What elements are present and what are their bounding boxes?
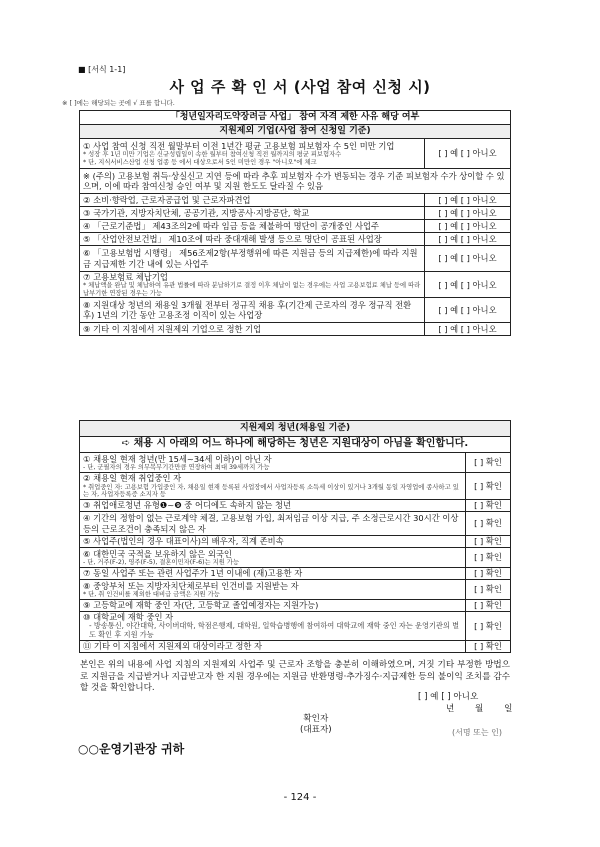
youth-criterion-cell xyxy=(80,500,466,512)
criterion-text: ① 사업 참여 신청 직전 월말부터 이전 1년간 평균 고용보험 피보험자 수 5인 미만 기업 xyxy=(83,140,395,151)
company-criterion-row xyxy=(80,298,511,323)
confirm-checkbox[interactable]: [ ] 확인 xyxy=(466,580,511,600)
yes-no-checkbox[interactable]: [ ] 예 [ ] 아니오 xyxy=(425,207,511,220)
signer-block xyxy=(300,714,332,736)
youth-criterion-row xyxy=(80,568,511,580)
criterion-cell xyxy=(80,207,425,220)
page-number: - 124 - xyxy=(283,792,317,803)
criterion-cell xyxy=(80,323,425,336)
confirm-checkbox[interactable]: [ ] 확인 xyxy=(466,512,511,536)
section1-title: 「청년일자리도약장려금 사업」 참여 자격 제한 사유 해당 여부 xyxy=(80,111,511,125)
youth-criterion-row xyxy=(80,536,511,548)
criterion-text: ④ 「근로기준법」 제43조의2에 따라 임금 등을 체불하여 명단이 공개중인 사업주 xyxy=(83,220,380,231)
excluded-youth-table xyxy=(79,420,511,653)
company-criterion-row xyxy=(80,207,511,220)
recipient: ○○운영기관장 귀하 xyxy=(78,742,185,756)
criterion-cell xyxy=(80,298,425,323)
confirm-checkbox[interactable]: [ ] 확인 xyxy=(466,612,511,641)
youth-criterion-row xyxy=(80,640,511,652)
section2-instruction: ➪ 채용 시 아래의 어느 하나에 해당하는 청년은 지원대상이 아님을 확인합니다. xyxy=(80,437,511,453)
youth-criterion-cell xyxy=(80,568,466,580)
youth-criterion-text: ⑧ 중앙부처 또는 지방자치단체로부터 인건비를 지원받는 자 xyxy=(83,580,299,591)
youth-criterion-row xyxy=(80,473,511,500)
criterion-text: ⑨ 기타 이 지침에서 지원제외 기업으로 정한 기업 xyxy=(83,324,262,335)
youth-criterion-row xyxy=(80,612,511,641)
section1-subtitle: 지원제외 기업(사업 참여 신청일 기준) xyxy=(80,125,511,139)
youth-criterion-subnote: - 단, 군필자의 경우 의무복무기간만큼 연장하여 최대 39세까지 가능 xyxy=(83,463,270,471)
criterion-text: ② 소비·향락업, 근로자공급업 및 근로자파견업 xyxy=(83,194,251,205)
youth-criterion-subnote: - 단, 거주(F-2), 영주(F-5), 결혼이민자(F-6)는 지원 가능 xyxy=(83,558,239,566)
confirm-checkbox[interactable]: [ ] 확인 xyxy=(466,548,511,568)
confirm-checkbox[interactable]: [ ] 확인 xyxy=(466,473,511,500)
youth-criterion-row xyxy=(80,548,511,568)
criterion-text: ⑤ 「산업안전보건법」 제10조에 따라 중대재해 발생 등으로 명단이 공표된 사업장 xyxy=(83,233,382,244)
signer-sub: (대표자) xyxy=(300,725,332,736)
criterion-text: ⑧ 지원대상 청년의 채용일 3개월 전부터 정규직 채용 후(기간제 근로자의 경우 정규직 전환 후) 1년의 기간 동안 고용조정 이직이 있는 사업장 xyxy=(83,300,412,321)
criterion-text: ③ 국가기관, 지방자치단체, 공공기관, 지방공사·지방공단, 학교 xyxy=(83,207,310,218)
yes-no-checkbox[interactable]: [ ] 예 [ ] 아니오 xyxy=(425,220,511,233)
date-line: 년 월 일 xyxy=(446,704,513,714)
company-criterion-row xyxy=(80,323,511,336)
criterion-text: ⑥ 「고용보험법 시행령」 제56조제2항(부정행위에 따른 지원금 등의 지급제한)에 따라 지원금 지급제한 기간 내에 있는 사업주 xyxy=(83,248,418,269)
youth-criterion-cell xyxy=(80,453,466,473)
youth-criterion-row xyxy=(80,500,511,512)
company-criterion-row xyxy=(80,169,511,194)
youth-criterion-row xyxy=(80,453,511,473)
confirm-checkbox[interactable]: [ ] 확인 xyxy=(466,640,511,652)
youth-criterion-text: ③ 취업애로청년 유형❶~❾ 중 어디에도 속하지 않는 청년 xyxy=(83,500,292,511)
company-criterion-row xyxy=(80,246,511,272)
youth-criterion-text: ② 채용일 현재 취업중인 자 xyxy=(83,473,182,484)
excluded-company-table xyxy=(79,110,511,336)
criterion-cell xyxy=(80,194,425,207)
youth-criterion-subnote: - 방송통신, 야간대학, 사이버대학, 학점은행제, 대학원, 일학습병행에 참여하여 대학교에 재학 중인 자는 운영기관의 별도 확인 후 지원 가능 xyxy=(89,621,460,639)
pledge-text: 본인은 위의 내용에 사업 지침의 지원제외 사업주 및 근로자 조항을 충분히 이해하였으며, 거짓 기타 부정한 방법으로 지원금을 지급받거나 지급받고자 한 지원 경우에는 지원금 반환명령·추가징수·지급제한 등의 불이익 조치를 감수할 것을 확인합니다. xyxy=(80,660,510,694)
company-criterion-row xyxy=(80,220,511,233)
criterion-cell xyxy=(80,233,425,246)
pledge-checkbox[interactable]: [ ] 예 [ ] 아니오 xyxy=(418,692,479,702)
youth-criterion-row xyxy=(80,600,511,612)
youth-criterion-cell xyxy=(80,512,466,536)
criterion-subnote: * 체납액을 완납 및 체납하여 유관 법률에 따라 분납하기로 결정 이후 체납이 없는 경우에는 사업 고용보험료 체납 등에 따라 납부기한 연장된 경우는 가능 xyxy=(83,282,421,297)
youth-criterion-text: ⑤ 사업주(법인의 경우 대표이사)의 배우자, 직계 존비속 xyxy=(83,536,284,547)
youth-criterion-text: ① 채용일 현재 청년(만 15세~34세 이하)이 아닌 자 xyxy=(83,453,272,464)
yes-no-checkbox[interactable]: [ ] 예 [ ] 아니오 xyxy=(425,194,511,207)
youth-criterion-cell xyxy=(80,640,466,652)
confirm-checkbox[interactable]: [ ] 확인 xyxy=(466,500,511,512)
yes-no-checkbox[interactable]: [ ] 예 [ ] 아니오 xyxy=(425,298,511,323)
criterion-cell xyxy=(80,272,425,298)
youth-criterion-cell xyxy=(80,612,466,641)
youth-criterion-text: ⑨ 고등학교에 재학 중인 자(단, 고등학교 졸업예정자는 지원가능) xyxy=(83,600,319,611)
youth-criterion-text: ⑦ 동일 사업주 또는 관련 사업주가 1년 이내에 (재)고용한 자 xyxy=(83,568,303,579)
youth-criterion-text: ④ 기간의 정함이 없는 근로계약 체결, 고용보험 가입, 최저임금 이상 지급, 주 소정근로시간 30시간 이상 등의 근로조건이 충족되지 않은 자 xyxy=(83,513,459,534)
criterion-subnote: * 성장 후 1년 미만 기업은 신규성립일이 속한 월부터 참여신청 직전 월까지의 평균 피보험자수 * 단, 지식서비스산업 신청 업종 등 에서 대상으로서 5인 미만인 경우 "아니오"에 체크 xyxy=(83,151,342,166)
confirm-checkbox[interactable]: [ ] 확인 xyxy=(466,568,511,580)
page-title: 사 업 주 확 인 서 (사업 참여 신청 시) xyxy=(169,78,431,96)
yes-no-checkbox[interactable]: [ ] 예 [ ] 아니오 xyxy=(425,323,511,336)
youth-criterion-subnote: * 단, 취 인건비를 제외한 대비급 금액은 지원 가능 xyxy=(83,590,220,598)
company-criterion-row xyxy=(80,194,511,207)
signer-label: 확인자 xyxy=(303,714,329,724)
company-criterion-row xyxy=(80,233,511,246)
confirm-checkbox[interactable]: [ ] 확인 xyxy=(466,453,511,473)
youth-criterion-text: ⑪ 기타 이 지침에서 지원제외 대상이라고 정한 자 xyxy=(83,640,263,651)
youth-criterion-cell xyxy=(80,580,466,600)
company-criterion-row xyxy=(80,272,511,298)
youth-criterion-cell xyxy=(80,473,466,500)
youth-criterion-cell xyxy=(80,548,466,568)
yes-no-checkbox[interactable]: [ ] 예 [ ] 아니오 xyxy=(425,139,511,169)
company-criterion-row xyxy=(80,139,511,169)
criterion-cell xyxy=(80,220,425,233)
youth-criterion-subnote: * 취업중인 자: 고용보험 가입중인 자, 채용일 현재 등록된 사업장에서 사업자등록 소득세 이상이 있거나 3개월 동일 자영업에 종사하고 있는 자, 사업자등록증 소지자 등 xyxy=(83,483,459,499)
yes-no-checkbox[interactable]: [ ] 예 [ ] 아니오 xyxy=(425,246,511,272)
confirm-checkbox[interactable]: [ ] 확인 xyxy=(466,536,511,548)
confirm-checkbox[interactable]: [ ] 확인 xyxy=(466,600,511,612)
criterion-note: ※ (주의) 고용보험 취득·상실신고 지연 등에 따라 추후 피보험자 수가 변동되는 경우 기준 피보험자 수가 상이할 수 있으며, 이에 따라 참여신청 승인 여부 및 지원 한도도 달라질 수 있음 xyxy=(80,169,511,194)
youth-criterion-text: ⑩ 대학교에 재학 중인 자 xyxy=(83,612,174,622)
youth-criterion-row xyxy=(80,512,511,536)
yes-no-checkbox[interactable]: [ ] 예 [ ] 아니오 xyxy=(425,233,511,246)
youth-criterion-cell xyxy=(80,536,466,548)
youth-criterion-cell xyxy=(80,600,466,612)
youth-criterion-row xyxy=(80,580,511,600)
yes-no-checkbox[interactable]: [ ] 예 [ ] 아니오 xyxy=(425,272,511,298)
check-instruction-note: ※ [ ]에는 해당되는 곳에 √ 표를 합니다. xyxy=(62,99,175,107)
form-code: ■ [서식 1-1] xyxy=(78,65,126,74)
criterion-cell xyxy=(80,246,425,272)
criterion-text: ⑦ 고용보험료 체납기업 xyxy=(83,272,168,282)
section2-title: 지원제외 청년(채용일 기준) xyxy=(80,421,511,437)
youth-criterion-text: ⑥ 대한민국 국적을 보유하지 않은 외국인 xyxy=(83,548,232,559)
signature-mark[interactable]: (서명 또는 인) xyxy=(452,728,502,737)
criterion-cell xyxy=(80,139,425,169)
